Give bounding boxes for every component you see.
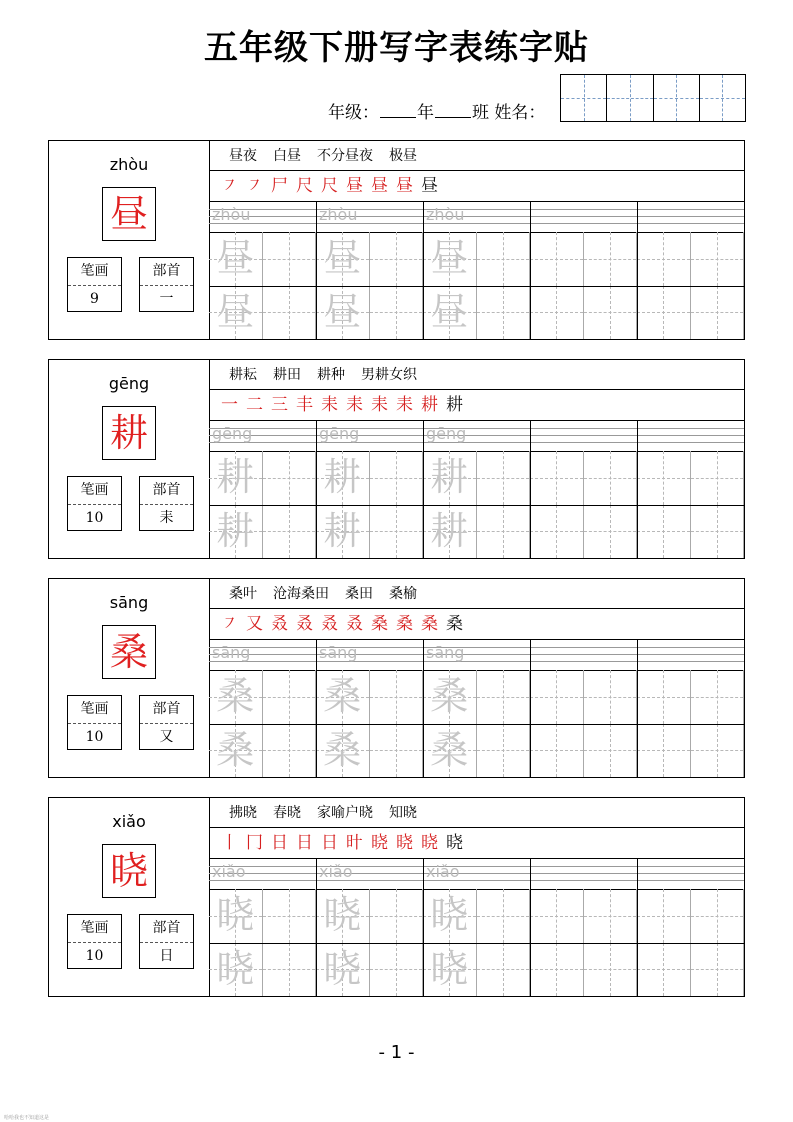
tianzige-cell[interactable] [423, 286, 477, 340]
tianzige-cell[interactable] [691, 670, 745, 724]
word-item: 耕种 [317, 367, 345, 383]
practice-area [209, 579, 744, 777]
character-display: 昼 [102, 187, 156, 241]
stroke-count-value: 9 [90, 291, 99, 307]
stroke-step: 耒 [396, 395, 413, 415]
pinyin-trace: zhòu [319, 205, 358, 224]
stroke-step: 昼 [421, 176, 438, 196]
tianzige-cell[interactable] [477, 286, 531, 340]
stroke-step: 旪 [346, 833, 363, 853]
stroke-step: ㇇ [246, 176, 263, 196]
word-item: 桑叶 [229, 586, 257, 602]
trace-character: 昼 [430, 236, 469, 280]
writing-grid[interactable] [209, 859, 744, 996]
stroke-count-value: 10 [85, 948, 104, 964]
stroke-step: 尺 [321, 176, 338, 196]
practice-block [48, 140, 745, 340]
tianzige-cell[interactable] [316, 670, 370, 724]
grade-label: 年级： [328, 103, 379, 123]
character-info [49, 360, 210, 558]
stroke-step: 二 [246, 395, 263, 415]
tianzige-cell[interactable] [423, 505, 477, 559]
pinyin-trace: sāng [319, 643, 358, 662]
stroke-order [209, 828, 744, 859]
word-item: 昼夜 [229, 148, 257, 164]
character-pinyin: gēng [108, 374, 150, 393]
tianzige-cell[interactable] [209, 670, 263, 724]
character-pinyin: sāng [109, 593, 149, 612]
trace-character: 桑 [430, 674, 469, 718]
pinyin-row[interactable] [209, 421, 744, 452]
tianzige-cell[interactable] [209, 286, 263, 340]
tianzige-cell[interactable] [691, 232, 745, 286]
stroke-order [209, 390, 744, 421]
tianzige-cell[interactable] [209, 889, 263, 943]
pinyin-row[interactable] [209, 859, 744, 890]
tianzige-cell[interactable] [530, 505, 584, 559]
stroke-step: 昼 [371, 176, 388, 196]
tianzige-cell[interactable] [209, 943, 263, 997]
stroke-step: ㇇ [221, 176, 238, 196]
student-info [328, 98, 545, 123]
tianzige-cell[interactable] [370, 451, 424, 505]
name-cell[interactable] [606, 75, 652, 121]
word-list [209, 141, 744, 171]
tianzige-cell[interactable] [263, 505, 317, 559]
tianzige-cell[interactable] [530, 286, 584, 340]
radical-value: 一 [159, 291, 174, 307]
stroke-step: 尸 [271, 176, 288, 196]
pinyin-trace: zhòu [426, 205, 465, 224]
word-item: 男耕女织 [361, 367, 417, 383]
tianzige-cell[interactable] [530, 724, 584, 778]
trace-character: 昼 [323, 289, 362, 334]
stroke-step: 一 [221, 395, 238, 415]
character-display: 晓 [102, 844, 156, 898]
pinyin-trace: gēng [319, 424, 360, 443]
tianzige-cell[interactable] [370, 724, 424, 778]
stroke-step: 叒 [346, 614, 363, 634]
word-item: 白昼 [273, 148, 301, 164]
name-cell[interactable] [653, 75, 699, 121]
stroke-step: 又 [246, 614, 263, 634]
word-item: 不分昼夜 [317, 148, 373, 164]
stroke-step: 耕 [446, 395, 463, 415]
tianzige-cell[interactable] [263, 943, 317, 997]
radical-value: 又 [159, 729, 174, 745]
stroke-step: 桑 [396, 614, 413, 634]
tianzige-cell[interactable] [263, 889, 317, 943]
tianzige-cell[interactable] [423, 670, 477, 724]
tianzige-cell[interactable] [637, 724, 691, 778]
practice-area [209, 141, 744, 339]
word-item: 沧海桑田 [273, 586, 329, 602]
word-item: 春晓 [273, 805, 301, 821]
trace-character: 晓 [323, 946, 362, 991]
tianzige-cell[interactable] [691, 451, 745, 505]
pinyin-trace: sāng [212, 643, 251, 662]
radical-box [139, 476, 194, 531]
stroke-step: 叒 [321, 614, 338, 634]
tianzige-cell[interactable] [423, 724, 477, 778]
stroke-step: 冂 [246, 833, 263, 853]
tianzige-cell[interactable] [637, 505, 691, 559]
stroke-count-label: 笔画 [68, 477, 121, 505]
stroke-step: 叒 [296, 614, 313, 634]
tianzige-cell[interactable] [691, 943, 745, 997]
tianzige-cell[interactable] [370, 232, 424, 286]
character-info [49, 579, 210, 777]
stroke-step: 叒 [271, 614, 288, 634]
pinyin-trace: sāng [426, 643, 465, 662]
tianzige-cell[interactable] [584, 286, 638, 340]
character-info [49, 798, 210, 996]
tianzige-cell[interactable] [370, 943, 424, 997]
stroke-step: 日 [321, 833, 338, 853]
tianzige-cell[interactable] [423, 943, 477, 997]
stroke-count-box [67, 695, 122, 750]
stroke-count-box [67, 257, 122, 312]
tianzige-cell[interactable] [370, 670, 424, 724]
practice-area [209, 798, 744, 996]
tianzige-cell[interactable] [584, 670, 638, 724]
tianzige-cell[interactable] [584, 943, 638, 997]
tianzige-cell[interactable] [584, 232, 638, 286]
tianzige-cell[interactable] [209, 232, 263, 286]
grade-blank[interactable] [380, 103, 416, 118]
pinyin-trace: xiǎo [212, 862, 246, 881]
trace-character: 桑 [323, 674, 362, 718]
word-item: 耕耘 [229, 367, 257, 383]
stroke-step: 晓 [421, 833, 438, 853]
radical-label: 部首 [140, 477, 193, 505]
tianzige-cell[interactable] [316, 451, 370, 505]
trace-character: 晓 [323, 893, 362, 937]
stroke-step: 日 [296, 833, 313, 853]
tianzige-cell[interactable] [477, 505, 531, 559]
trace-character: 晓 [430, 946, 469, 991]
stroke-step: 晓 [371, 833, 388, 853]
tianzige-cell[interactable] [477, 724, 531, 778]
trace-character: 耕 [430, 508, 469, 553]
stroke-step: 耒 [346, 395, 363, 415]
class-name-label: 班 姓名： [472, 103, 546, 123]
tianzige-cell[interactable] [530, 943, 584, 997]
practice-block [48, 359, 745, 559]
trace-character: 桑 [216, 727, 255, 772]
word-list [209, 360, 744, 390]
tianzige-cell[interactable] [423, 232, 477, 286]
tianzige-cell[interactable] [370, 889, 424, 943]
word-item: 极昼 [389, 148, 417, 164]
tianzige-cell[interactable] [263, 232, 317, 286]
writing-grid[interactable] [209, 421, 744, 558]
trace-character: 晓 [430, 893, 469, 937]
tianzige-cell[interactable] [209, 451, 263, 505]
radical-box [139, 695, 194, 750]
trace-character: 桑 [430, 727, 469, 772]
tianzige-cell[interactable] [530, 889, 584, 943]
trace-character: 耕 [430, 455, 469, 499]
tianzige-cell[interactable] [316, 889, 370, 943]
trace-character: 耕 [323, 455, 362, 499]
character-display: 耕 [102, 406, 156, 460]
stroke-step: 耕 [421, 395, 438, 415]
stroke-step: 耒 [321, 395, 338, 415]
tianzige-cell[interactable] [584, 889, 638, 943]
tianzige-cell[interactable] [316, 505, 370, 559]
character-pinyin: xiǎo [112, 812, 146, 831]
tianzige-cell[interactable] [263, 724, 317, 778]
tianzige-cell[interactable] [584, 505, 638, 559]
tianzige-cell[interactable] [263, 286, 317, 340]
tianzige-cell[interactable] [691, 724, 745, 778]
character-pinyin: zhòu [109, 155, 149, 174]
word-item: 桑田 [345, 586, 373, 602]
stroke-step: ㇇ [221, 614, 238, 634]
name-cell[interactable] [561, 75, 606, 121]
tianzige-cell[interactable] [637, 232, 691, 286]
radical-value: 日 [159, 948, 174, 964]
radical-label: 部首 [140, 258, 193, 286]
tianzige-cell[interactable] [370, 286, 424, 340]
pinyin-trace: xiǎo [426, 862, 460, 881]
tianzige-cell[interactable] [477, 232, 531, 286]
tianzige-cell[interactable] [584, 451, 638, 505]
radical-value: 耒 [159, 510, 174, 526]
tianzige-cell[interactable] [316, 724, 370, 778]
pinyin-trace: xiǎo [319, 862, 353, 881]
stroke-step: 昼 [396, 176, 413, 196]
stroke-order [209, 171, 744, 202]
word-list [209, 798, 744, 828]
practice-block [48, 797, 745, 997]
tianzige-cell[interactable] [691, 286, 745, 340]
stroke-step: 日 [271, 833, 288, 853]
trace-character: 桑 [216, 674, 255, 718]
pinyin-row[interactable] [209, 202, 744, 233]
tianzige-cell[interactable] [370, 505, 424, 559]
pinyin-trace: gēng [212, 424, 253, 443]
tianzige-cell[interactable] [316, 232, 370, 286]
stroke-step: 晓 [396, 833, 413, 853]
tianzige-cell[interactable] [423, 451, 477, 505]
stroke-step: 尺 [296, 176, 313, 196]
word-item: 桑榆 [389, 586, 417, 602]
stroke-step: 耒 [371, 395, 388, 415]
tianzige-cell[interactable] [316, 286, 370, 340]
tianzige-cell[interactable] [477, 670, 531, 724]
stroke-count-label: 笔画 [68, 696, 121, 724]
word-item: 家喻户晓 [317, 805, 373, 821]
trace-character: 耕 [323, 508, 362, 553]
tianzige-cell[interactable] [477, 889, 531, 943]
tianzige-cell[interactable] [530, 451, 584, 505]
practice-area [209, 360, 744, 558]
name-grid[interactable] [560, 74, 746, 122]
trace-character: 昼 [216, 236, 255, 280]
stroke-step: 桑 [446, 614, 463, 634]
character-info [49, 141, 210, 339]
radical-box [139, 914, 194, 969]
trace-character: 晓 [216, 893, 255, 937]
tianzige-cell[interactable] [263, 451, 317, 505]
name-cell[interactable] [699, 75, 745, 121]
page-number: - 1 - [378, 1042, 415, 1063]
tianzige-cell[interactable] [477, 451, 531, 505]
radical-box [139, 257, 194, 312]
stroke-step: 晓 [446, 833, 463, 853]
pinyin-trace: gēng [426, 424, 467, 443]
stroke-step: 桑 [371, 614, 388, 634]
trace-character: 昼 [216, 289, 255, 334]
character-display: 桑 [102, 625, 156, 679]
practice-block [48, 578, 745, 778]
trace-character: 晓 [216, 946, 255, 991]
writing-grid[interactable] [209, 202, 744, 339]
tianzige-cell[interactable] [209, 724, 263, 778]
footer-note: 哈哈我也不知道这是 [4, 1115, 50, 1121]
tianzige-cell[interactable] [637, 451, 691, 505]
stroke-count-label: 笔画 [68, 258, 121, 286]
tianzige-cell[interactable] [584, 724, 638, 778]
stroke-step: 昼 [346, 176, 363, 196]
tianzige-cell[interactable] [637, 889, 691, 943]
stroke-count-value: 10 [85, 729, 104, 745]
year-label: 年 [417, 103, 434, 123]
tianzige-cell[interactable] [530, 670, 584, 724]
tianzige-cell[interactable] [530, 232, 584, 286]
stroke-step: 丨 [221, 833, 238, 853]
stroke-step: 桑 [421, 614, 438, 634]
stroke-count-box [67, 476, 122, 531]
tianzige-cell[interactable] [637, 943, 691, 997]
radical-label: 部首 [140, 696, 193, 724]
trace-character: 桑 [323, 727, 362, 772]
stroke-step: 三 [271, 395, 288, 415]
page-title: 五年级下册写字表练字贴 [204, 28, 589, 68]
trace-character: 耕 [216, 455, 255, 499]
tianzige-cell[interactable] [263, 670, 317, 724]
word-item: 知晓 [389, 805, 417, 821]
tianzige-cell[interactable] [209, 505, 263, 559]
tianzige-cell[interactable] [637, 670, 691, 724]
stroke-count-box [67, 914, 122, 969]
writing-grid[interactable] [209, 640, 744, 777]
word-item: 拂晓 [229, 805, 257, 821]
trace-character: 昼 [323, 236, 362, 280]
tianzige-cell[interactable] [691, 889, 745, 943]
tianzige-cell[interactable] [637, 286, 691, 340]
stroke-count-label: 笔画 [68, 915, 121, 943]
class-blank[interactable] [435, 103, 471, 118]
radical-label: 部首 [140, 915, 193, 943]
tianzige-cell[interactable] [316, 943, 370, 997]
stroke-step: 丰 [296, 395, 313, 415]
tianzige-cell[interactable] [477, 943, 531, 997]
pinyin-row[interactable] [209, 640, 744, 671]
word-list [209, 579, 744, 609]
tianzige-cell[interactable] [691, 505, 745, 559]
stroke-count-value: 10 [85, 510, 104, 526]
trace-character: 昼 [430, 289, 469, 334]
tianzige-cell[interactable] [423, 889, 477, 943]
trace-character: 耕 [216, 508, 255, 553]
pinyin-trace: zhòu [212, 205, 251, 224]
word-item: 耕田 [273, 367, 301, 383]
stroke-order [209, 609, 744, 640]
